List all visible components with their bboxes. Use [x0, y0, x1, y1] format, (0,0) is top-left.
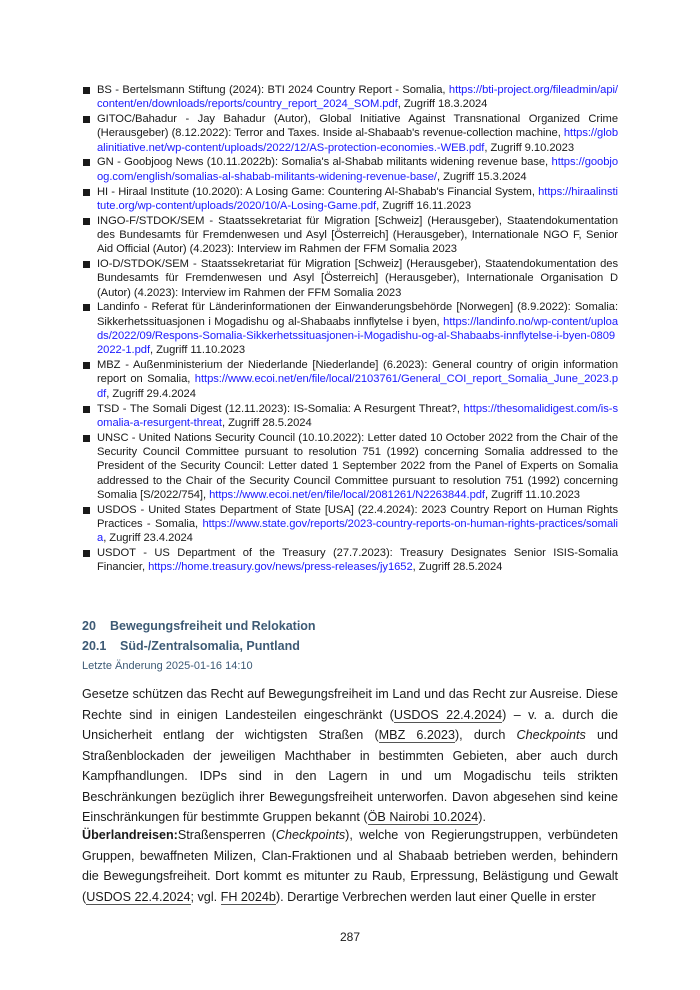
reference-text: BS - Bertelsmann Stiftung (2024): BTI 2024 Country Report - Somalia,: [97, 84, 449, 96]
square-bullet-icon: [83, 406, 90, 413]
text-span: Straßensperren (: [177, 828, 276, 842]
reference-access-date: , Zugriff 18.3.2024: [397, 98, 488, 111]
reference-item: [82, 503, 618, 546]
reference-text: UNSC - United Nations Security Council (10.10.2022): Letter dated 10 October 2022 from the Chair of the Security Council Committee pursuant to resolution 751 (1992) concerning Somalia addressed to the President of the Security Council: Letter dated 1 September 2022 from the Panel of Experts on Somalia addressed to the Chair of the Security Council Committee pursuant to resolution 751 (1992) concerning Somalia [S/2022/754],: [97, 431, 618, 501]
reference-access-date: , Zugriff 11.10.2023: [150, 344, 245, 357]
square-bullet-icon: [83, 87, 90, 94]
reference-link[interactable]: https://hiraalinstitute.org/wp-content/uploads/2020/10/A-Losing-Game.pdf: [97, 185, 618, 212]
reference-access-date: , Zugriff 16.11.2023: [376, 199, 472, 212]
emphasis: Checkpoints: [275, 828, 346, 842]
reference-list: [82, 83, 618, 575]
reference-link[interactable]: https://www.ecoi.net/en/file/local/2081261/N2263844.pdf: [209, 488, 485, 501]
reference-item: [82, 155, 618, 184]
reference-item: [82, 300, 618, 357]
text-span: ) – v. a. durch die Unsicherheit entlang der wichtigsten Straßen (: [82, 707, 618, 742]
reference-text: Landinfo - Referat für Länderinformationen der Einwanderungsbehörde [Norwegen] (8.9.2022): Somalia: Sikkerhetssituasjonen i Mogadishu og al-Shabaabs innflytelse i byen,: [97, 301, 618, 328]
square-bullet-icon: [83, 507, 90, 514]
reference-item: [82, 83, 618, 112]
reference-item: [82, 185, 618, 214]
square-bullet-icon: [83, 362, 90, 369]
reference-link[interactable]: https://www.ecoi.net/en/file/local/2103761/General_COI_report_Somalia_June_2023.pdf: [97, 373, 618, 400]
subsection-number: 20.1: [82, 639, 107, 653]
square-bullet-icon: [83, 116, 90, 123]
reference-link[interactable]: https://globalinitiative.net/wp-content/uploads/2022/12/AS-protection-economies.-WEB.pdf: [97, 127, 618, 154]
reference-link[interactable]: https://home.treasury.gov/news/press-releases/jy1652: [148, 561, 413, 574]
reference-text: GN - Goobjoog News (10.11.2022b): Somalia's al-Shabab militants widening revenue base,: [97, 156, 552, 169]
reference-access-date: , Zugriff 28.5.2024: [221, 416, 312, 429]
text-span: Gesetze schützen das Recht auf Bewegungsfreiheit im Land und das Recht zur Ausreise. Diese Rechte sind in einigen Landesteilen eingeschränkt (: [82, 687, 618, 722]
subsection-title: Süd-/Zentralsomalia, Puntland: [120, 639, 300, 653]
citation-link[interactable]: USDOS 22.4.2024: [393, 707, 503, 722]
text-span: ; vgl.: [190, 889, 221, 904]
reference-text: GITOC/Bahadur - Jay Bahadur (Autor), Global Initiative Against Transnational Organized Crime (Herausgeber) (8.12.2022): Terror and Taxes. Inside al-Shabaab's revenue-collection machine,: [97, 113, 618, 140]
citation-link[interactable]: USDOS 22.4.2024: [86, 889, 191, 904]
emphasis: Checkpoints: [516, 728, 586, 742]
reference-item: [82, 546, 618, 575]
body-paragraph: [82, 825, 618, 907]
reference-access-date: , Zugriff 28.5.2024: [412, 561, 503, 574]
citation-link[interactable]: FH 2024b: [220, 889, 276, 904]
reference-link[interactable]: https://thesomalidigest.com/is-somalia-a-resurgent-threat: [97, 402, 618, 429]
citation-link[interactable]: MBZ 6.2023: [378, 728, 455, 742]
text-span: und Straßenblockaden der jeweiligen Machthaber in bestimmten Gebieten, aber auch durch Kampfhandlungen. IDPs sind in den Lagern in und um Mogadischu teils strikten Beschränkungen bezüglich ihrer Bewegungsfreiheit unterworfen. Davon abgesehen sind keine Einschränkungen für bestimmte Gruppen bekannt (: [82, 728, 618, 824]
reference-link[interactable]: https://landinfo.no/wp-content/uploads/2022/09/Respons-Somalia-Sikkerhetssituasjonen-i-Mogadishu-og-al-Shabaabs-innflytelse-i-byen-08092022-1.pdf: [97, 315, 618, 357]
reference-access-date: , Zugriff 11.10.2023: [484, 488, 580, 501]
reference-text: TSD - The Somali Digest (12.11.2023): IS-Somalia: A Resurgent Threat?,: [97, 402, 464, 415]
reference-link[interactable]: https://www.state.gov/reports/2023-country-reports-on-human-rights-practices/somalia: [97, 517, 618, 545]
text-span: ).: [478, 810, 486, 824]
page-number: 287: [339, 930, 361, 944]
reference-item: [82, 257, 618, 300]
square-bullet-icon: [83, 550, 90, 557]
text-span: ). Derartige Verbrechen werden laut einer Quelle in erster: [275, 889, 596, 904]
subsection-heading: [82, 639, 300, 653]
reference-text: HI - Hiraal Institute (10.2020): A Losing Game: Countering Al-Shabab's Financial System,: [97, 185, 539, 198]
square-bullet-icon: [83, 261, 90, 268]
reference-text: USDOS - United States Department of State [USA] (22.4.2024): 2023 Country Report on Human Rights Practices - Somalia,: [97, 503, 618, 530]
square-bullet-icon: [83, 435, 90, 442]
reference-item: [82, 214, 618, 257]
citation-link[interactable]: ÖB Nairobi 10.2024: [367, 810, 479, 824]
reference-text: MBZ - Außenministerium der Niederlande [Niederlande] (6.2023): General country of origin information report on Somalia,: [97, 359, 618, 386]
reference-link[interactable]: https://bti-project.org/fileadmin/api/content/en/downloads/reports/country_report_2024_SOM.pdf: [97, 84, 618, 111]
square-bullet-icon: [83, 304, 90, 311]
reference-access-date: , Zugriff 29.4.2024: [106, 387, 196, 400]
square-bullet-icon: [83, 218, 90, 225]
text-span: ), welche von Regierungstruppen, verbündeten Gruppen, bewaffneten Milizen, Clan-Fraktionen und al Shabaab betrieben werden, behindern die Bewegungsfreiheit. Dort kommt es mitunter zu Raub, Erpressung, Belästigung und Gewalt (: [82, 828, 618, 904]
reference-text: INGO-F/STDOK/SEM - Staatssekretariat für Migration [Schweiz] (Herausgeber), Staatendokumentation des Bundesamts für Fremdenwesen und Asyl [Österreich] (Herausgeber), Internationale NGO F, Senior Aid Official (Autor) (4.2023): Interview im Rahmen der FFM Somalia 2023: [97, 214, 618, 256]
reference-access-date: , Zugriff 15.3.2024: [436, 170, 527, 183]
body-paragraph: [82, 684, 618, 828]
section-heading: [82, 619, 316, 633]
reference-item: [82, 112, 618, 155]
square-bullet-icon: [83, 189, 90, 196]
reference-item: [82, 402, 618, 431]
reference-item: [82, 358, 618, 401]
reference-access-date: , Zugriff 23.4.2024: [103, 532, 193, 545]
reference-link[interactable]: https://goobjoog.com/english/somalias-al-shabab-militants-widening-revenue-base/: [97, 156, 618, 183]
square-bullet-icon: [83, 159, 90, 166]
paragraph-label: Überlandreisen:: [82, 828, 178, 842]
text-span: ), durch: [454, 728, 517, 742]
section-number: 20: [82, 619, 96, 633]
reference-text: USDOT - US Department of the Treasury (27.7.2023): Treasury Designates Senior ISIS-Somalia Financier,: [97, 547, 618, 574]
reference-access-date: , Zugriff 9.10.2023: [484, 141, 575, 154]
reference-item: [82, 431, 618, 502]
reference-text: IO-D/STDOK/SEM - Staatssekretariat für Migration [Schweiz] (Herausgeber), Staatendokumentation des Bundesamts für Fremdenwesen und Asyl [Österreich] (Herausgeber), Internationale Organisation D (Autor) (4.2023): Interview im Rahmen der FFM Somalia 2023: [97, 258, 618, 299]
section-title: Bewegungsfreiheit und Relokation: [110, 619, 316, 633]
last-changed: Letzte Änderung 2025-01-16 14:10: [82, 660, 253, 672]
